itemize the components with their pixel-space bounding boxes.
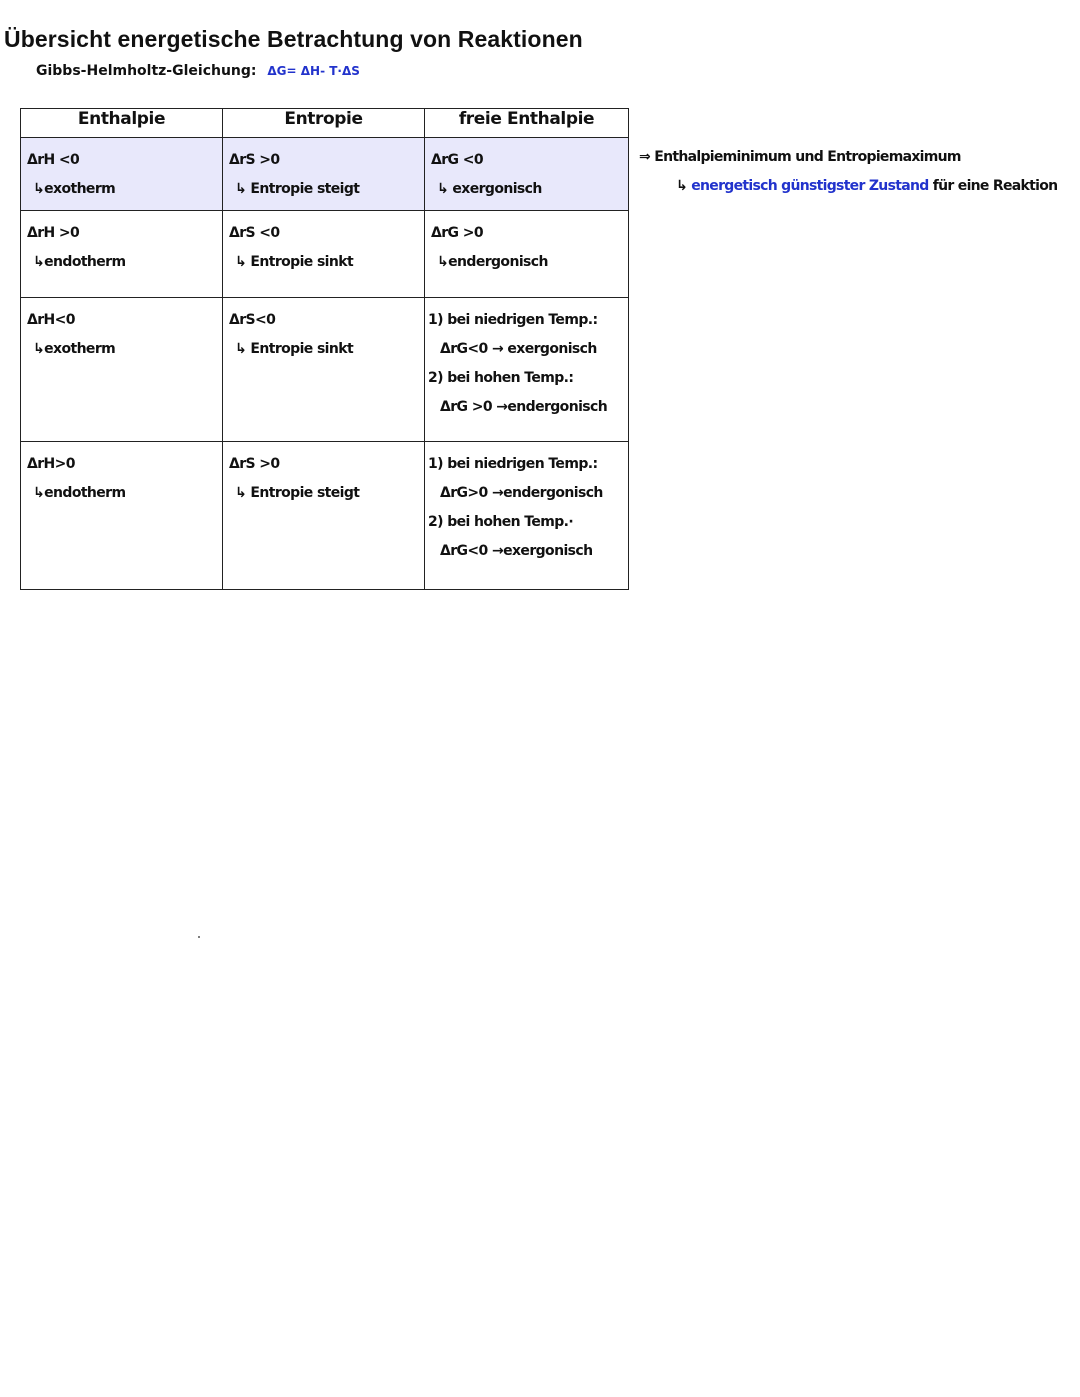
free-enthalpy-case-1-result: ΔrG<0 → exergonisch xyxy=(440,341,597,357)
equation-label: Gibbs-Helmholtz-Gleichung: xyxy=(36,63,257,79)
entropy-result: ↳ Entropie sinkt xyxy=(235,254,354,270)
table-header-row xyxy=(21,109,629,138)
table-row xyxy=(21,442,629,590)
entropy-cell xyxy=(223,138,425,211)
free-enthalpy-symbol: ΔrG <0 xyxy=(431,152,483,168)
conclusion-favorable-state xyxy=(676,178,1057,194)
entropy-result: ↳ Entropie sinkt xyxy=(235,341,354,357)
free-enthalpy-result: ↳endergonisch xyxy=(437,254,548,270)
enthalpy-cell xyxy=(21,442,223,590)
conclusion-rest: für eine Reaktion xyxy=(932,178,1058,194)
enthalpy-cell xyxy=(21,138,223,211)
free-enthalpy-cell xyxy=(425,298,629,442)
table-row xyxy=(21,211,629,298)
free-enthalpy-cell xyxy=(425,211,629,298)
free-enthalpy-case-1-result: ΔrG>0 →endergonisch xyxy=(440,485,603,501)
conclusion-minimum-maximum: ⇒ Enthalpieminimum und Entropiemaximum xyxy=(639,149,961,165)
free-enthalpy-case-2: 2) bei hohen Temp.· xyxy=(428,514,574,530)
energetics-table xyxy=(20,108,629,590)
header-free-enthalpy: freie Enthalpie xyxy=(425,109,629,138)
conclusion-highlight: energetisch günstigster Zustand xyxy=(691,178,929,194)
free-enthalpy-case-2-result: ΔrG >0 →endergonisch xyxy=(440,399,608,415)
header-enthalpy: Enthalpie xyxy=(21,109,223,138)
entropy-symbol: ΔrS >0 xyxy=(229,456,280,472)
gibbs-helmholtz-equation xyxy=(36,63,360,79)
free-enthalpy-case-2-result: ΔrG<0 →exergonisch xyxy=(440,543,593,559)
enthalpy-symbol: ΔrH <0 xyxy=(27,152,80,168)
entropy-cell xyxy=(223,211,425,298)
free-enthalpy-case-2: 2) bei hohen Temp.: xyxy=(428,370,574,386)
header-entropy: Entropie xyxy=(223,109,425,138)
enthalpy-result: ↳exotherm xyxy=(33,341,116,357)
enthalpy-result: ↳exotherm xyxy=(33,181,116,197)
entropy-symbol: ΔrS<0 xyxy=(229,312,276,328)
enthalpy-result: ↳endotherm xyxy=(33,485,126,501)
page-title: Übersicht energetische Betrachtung von Reaktionen xyxy=(4,26,583,52)
table-row xyxy=(21,298,629,442)
enthalpy-symbol: ΔrH>0 xyxy=(27,456,75,472)
entropy-cell xyxy=(223,442,425,590)
table-row xyxy=(21,138,629,211)
entropy-result: ↳ Entropie steigt xyxy=(235,485,360,501)
enthalpy-cell xyxy=(21,211,223,298)
free-enthalpy-cell xyxy=(425,442,629,590)
stray-dot xyxy=(198,936,200,938)
enthalpy-symbol: ΔrH<0 xyxy=(27,312,75,328)
entropy-cell xyxy=(223,298,425,442)
free-enthalpy-case-1: 1) bei niedrigen Temp.: xyxy=(428,312,598,328)
hook-arrow-icon: ↳ xyxy=(676,178,688,194)
entropy-symbol: ΔrS <0 xyxy=(229,225,280,241)
enthalpy-cell xyxy=(21,298,223,442)
enthalpy-result: ↳endotherm xyxy=(33,254,126,270)
entropy-result: ↳ Entropie steigt xyxy=(235,181,360,197)
free-enthalpy-symbol: ΔrG >0 xyxy=(431,225,483,241)
equation-formula: ΔG= ΔH- T·ΔS xyxy=(267,64,360,78)
free-enthalpy-case-1: 1) bei niedrigen Temp.: xyxy=(428,456,598,472)
entropy-symbol: ΔrS >0 xyxy=(229,152,280,168)
enthalpy-symbol: ΔrH >0 xyxy=(27,225,80,241)
free-enthalpy-cell xyxy=(425,138,629,211)
free-enthalpy-result: ↳ exergonisch xyxy=(437,181,542,197)
